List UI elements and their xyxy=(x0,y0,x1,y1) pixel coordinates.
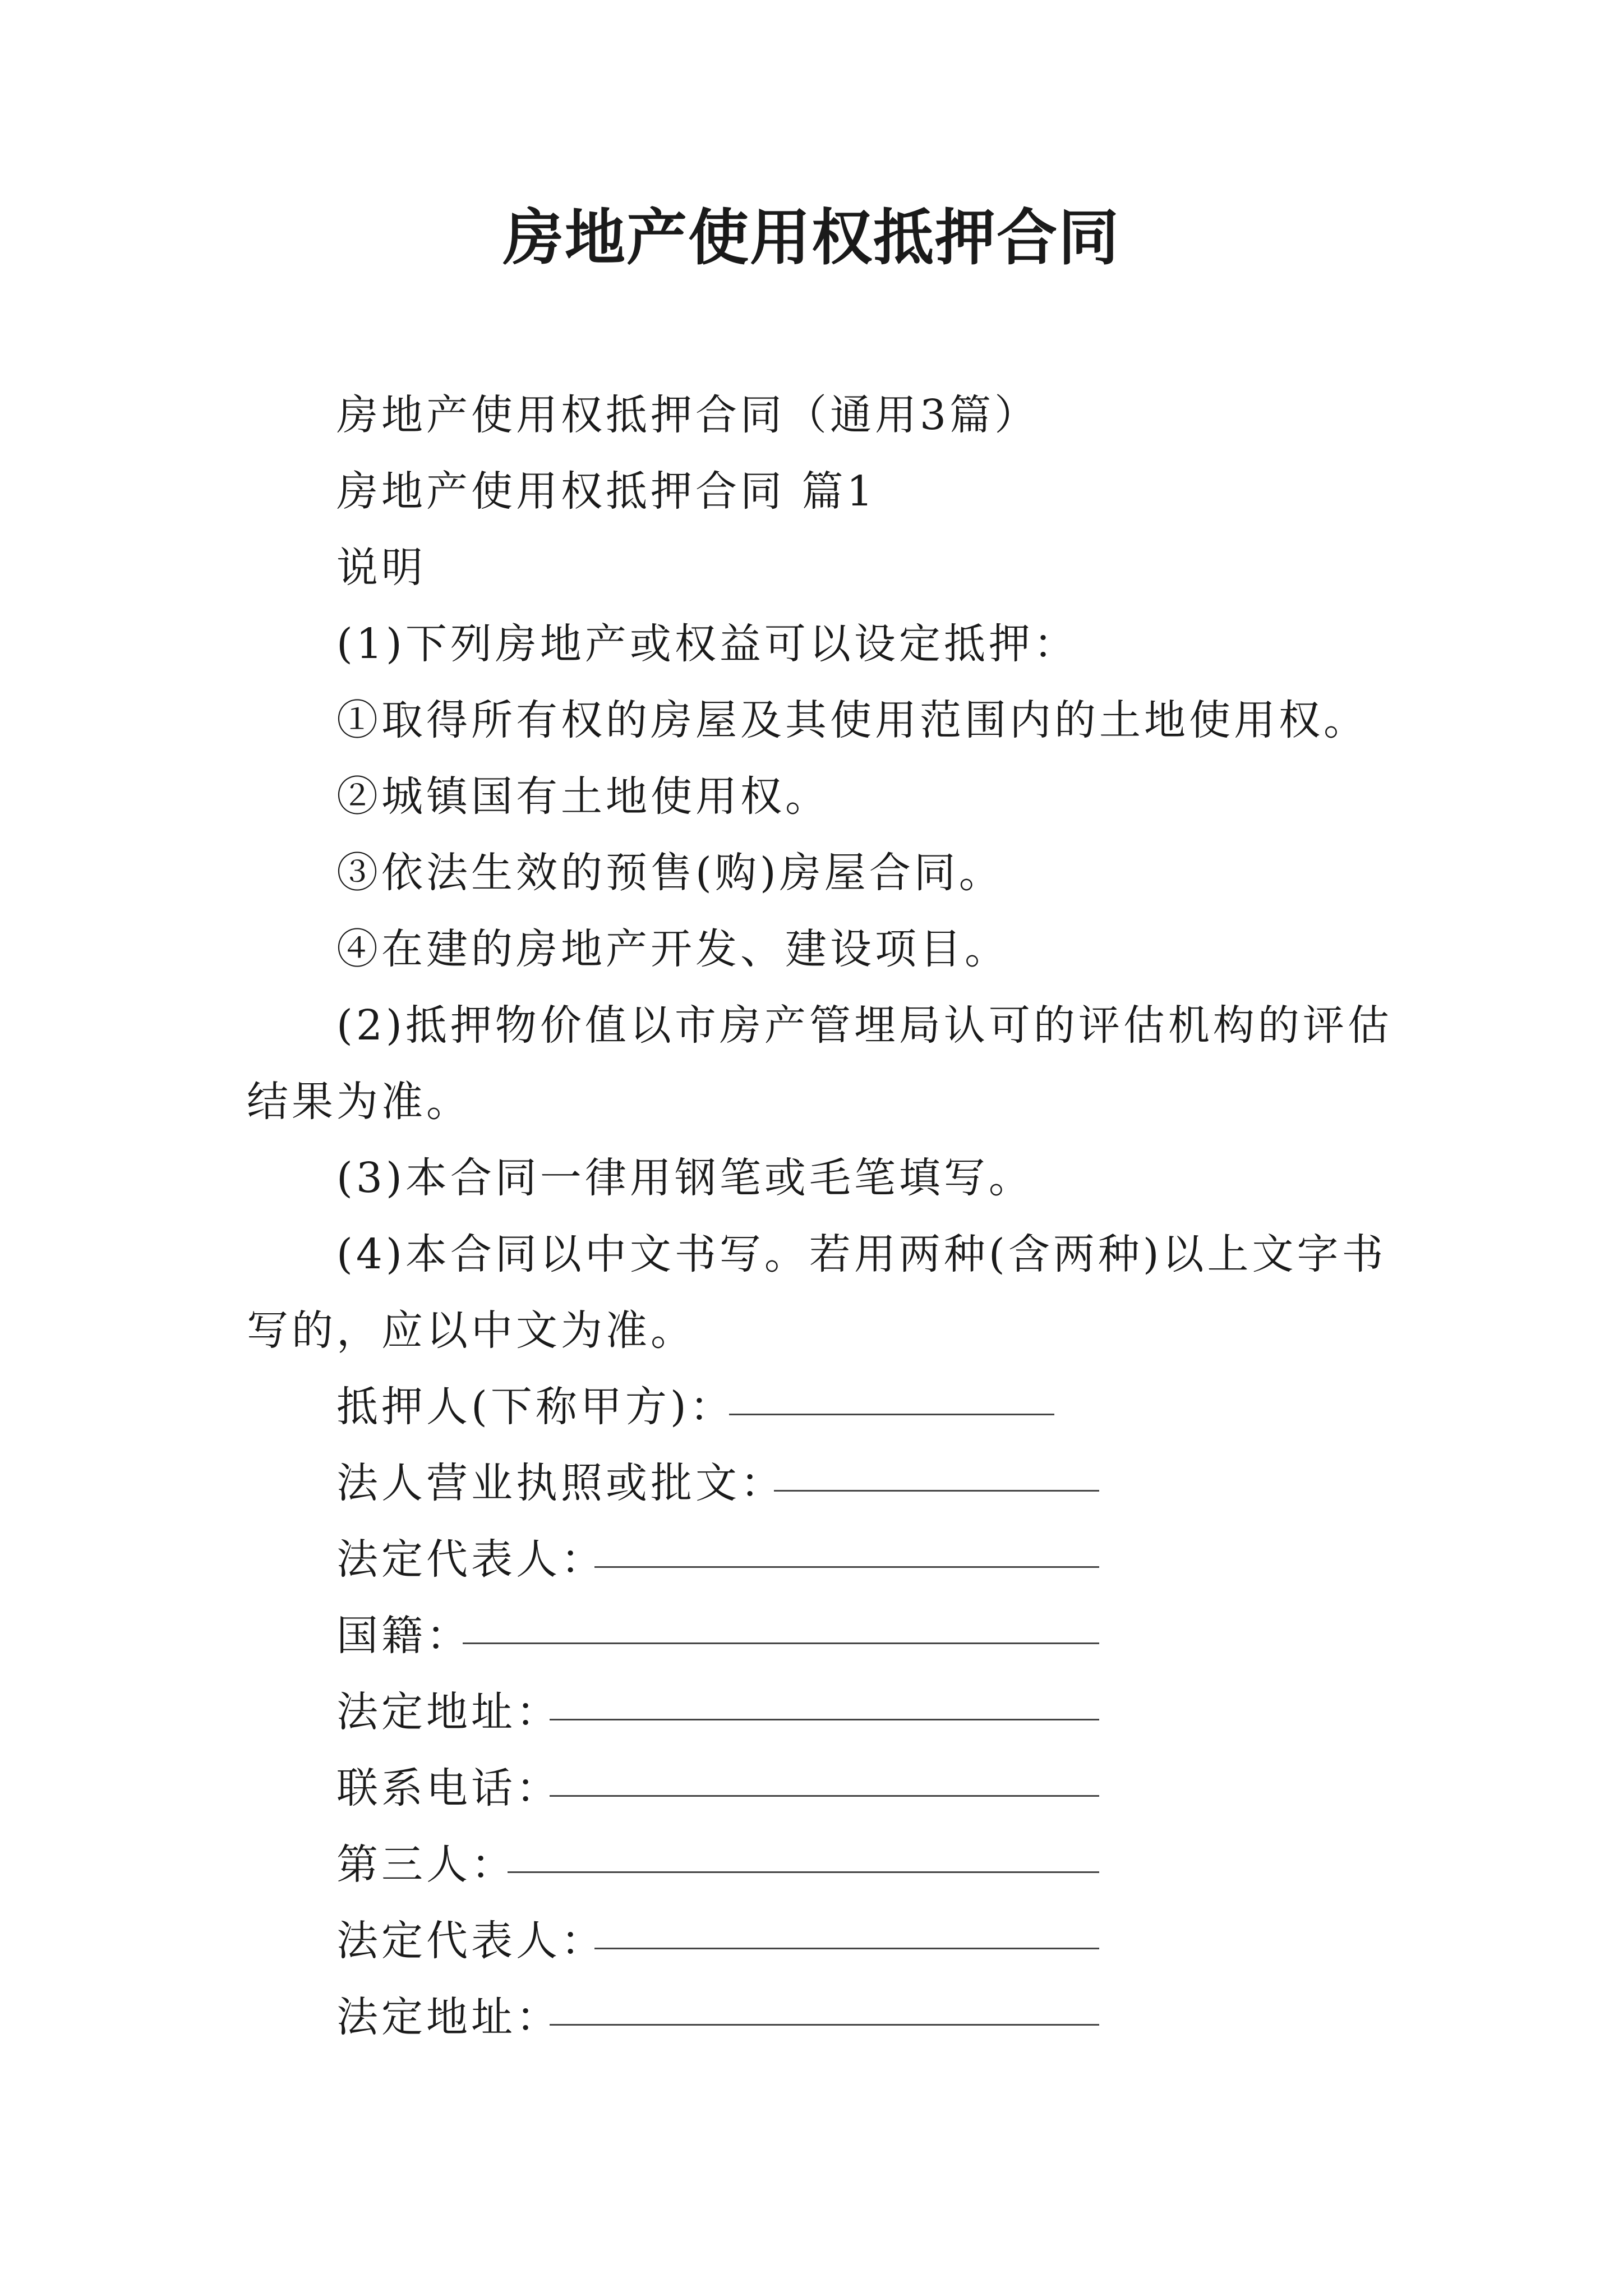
field-label: 国籍： xyxy=(336,1612,471,1660)
field-label: 法人营业执照或批文： xyxy=(336,1459,785,1507)
note-1: (1)下列房地产或权益可以设定抵押： xyxy=(336,620,1078,668)
fill-in-blank[interactable] xyxy=(774,1490,1099,1492)
field-label: 法定代表人： xyxy=(336,1917,606,1965)
field-label: 抵押人(下称甲方)： xyxy=(336,1383,735,1431)
note-1-item-a: ①取得所有权的房屋及其使用范围内的土地使用权。 xyxy=(336,696,1368,744)
document-title: 房地产使用权抵押合同 xyxy=(502,203,1120,273)
fill-in-blank[interactable] xyxy=(463,1642,1099,1644)
field-third-party xyxy=(336,1837,1099,1893)
field-label: 法定地址： xyxy=(336,1688,561,1736)
note-2-line-1: (2)抵押物价值以市房产管埋局认可的评估机构的评估 xyxy=(336,1001,1393,1050)
field-label: 法定地址： xyxy=(336,1993,561,2041)
fill-in-blank[interactable] xyxy=(508,1871,1099,1873)
field-phone xyxy=(336,1760,1099,1816)
field-label: 第三人： xyxy=(336,1841,516,1889)
field-legal-representative xyxy=(336,1531,1099,1588)
notes-heading: 说明 xyxy=(336,544,426,592)
note-4-line-2: 写的，应以中文为准。 xyxy=(247,1306,695,1355)
fill-in-blank[interactable] xyxy=(594,1566,1099,1568)
fill-in-blank[interactable] xyxy=(729,1414,1054,1415)
note-1-item-b: ②城镇国有土地使用权。 xyxy=(336,772,830,821)
fill-in-blank[interactable] xyxy=(594,1948,1099,1949)
field-mortgagor xyxy=(336,1379,1054,1435)
field-legal-address xyxy=(336,1684,1099,1740)
part-heading: 房地产使用权抵押合同 篇1 xyxy=(336,467,877,516)
note-3: (3)本合同一律用钢笔或毛笔填写。 xyxy=(336,1154,1034,1202)
fill-in-blank[interactable] xyxy=(550,2024,1099,2026)
field-label: 法定代表人： xyxy=(336,1535,606,1584)
note-1-item-c: ③依法生效的预售(购)房屋合同。 xyxy=(336,849,1004,897)
subtitle: 房地产使用权抵押合同（通用3篇） xyxy=(336,391,1040,439)
fill-in-blank[interactable] xyxy=(550,1719,1099,1720)
note-1-item-d: ④在建的房地产开发、建设项目。 xyxy=(336,925,1009,973)
fill-in-blank[interactable] xyxy=(550,1795,1099,1797)
note-2-line-2: 结果为准。 xyxy=(247,1078,471,1126)
field-third-party-legal-representative xyxy=(336,1913,1099,1969)
field-nationality xyxy=(336,1608,1099,1664)
field-label: 联系电话： xyxy=(336,1764,561,1812)
field-business-license xyxy=(336,1455,1099,1511)
note-4-line-1: (4)本合同以中文书写。若用两种(含两种)以上文字书 xyxy=(336,1230,1387,1278)
field-third-party-legal-address xyxy=(336,1989,1099,2045)
